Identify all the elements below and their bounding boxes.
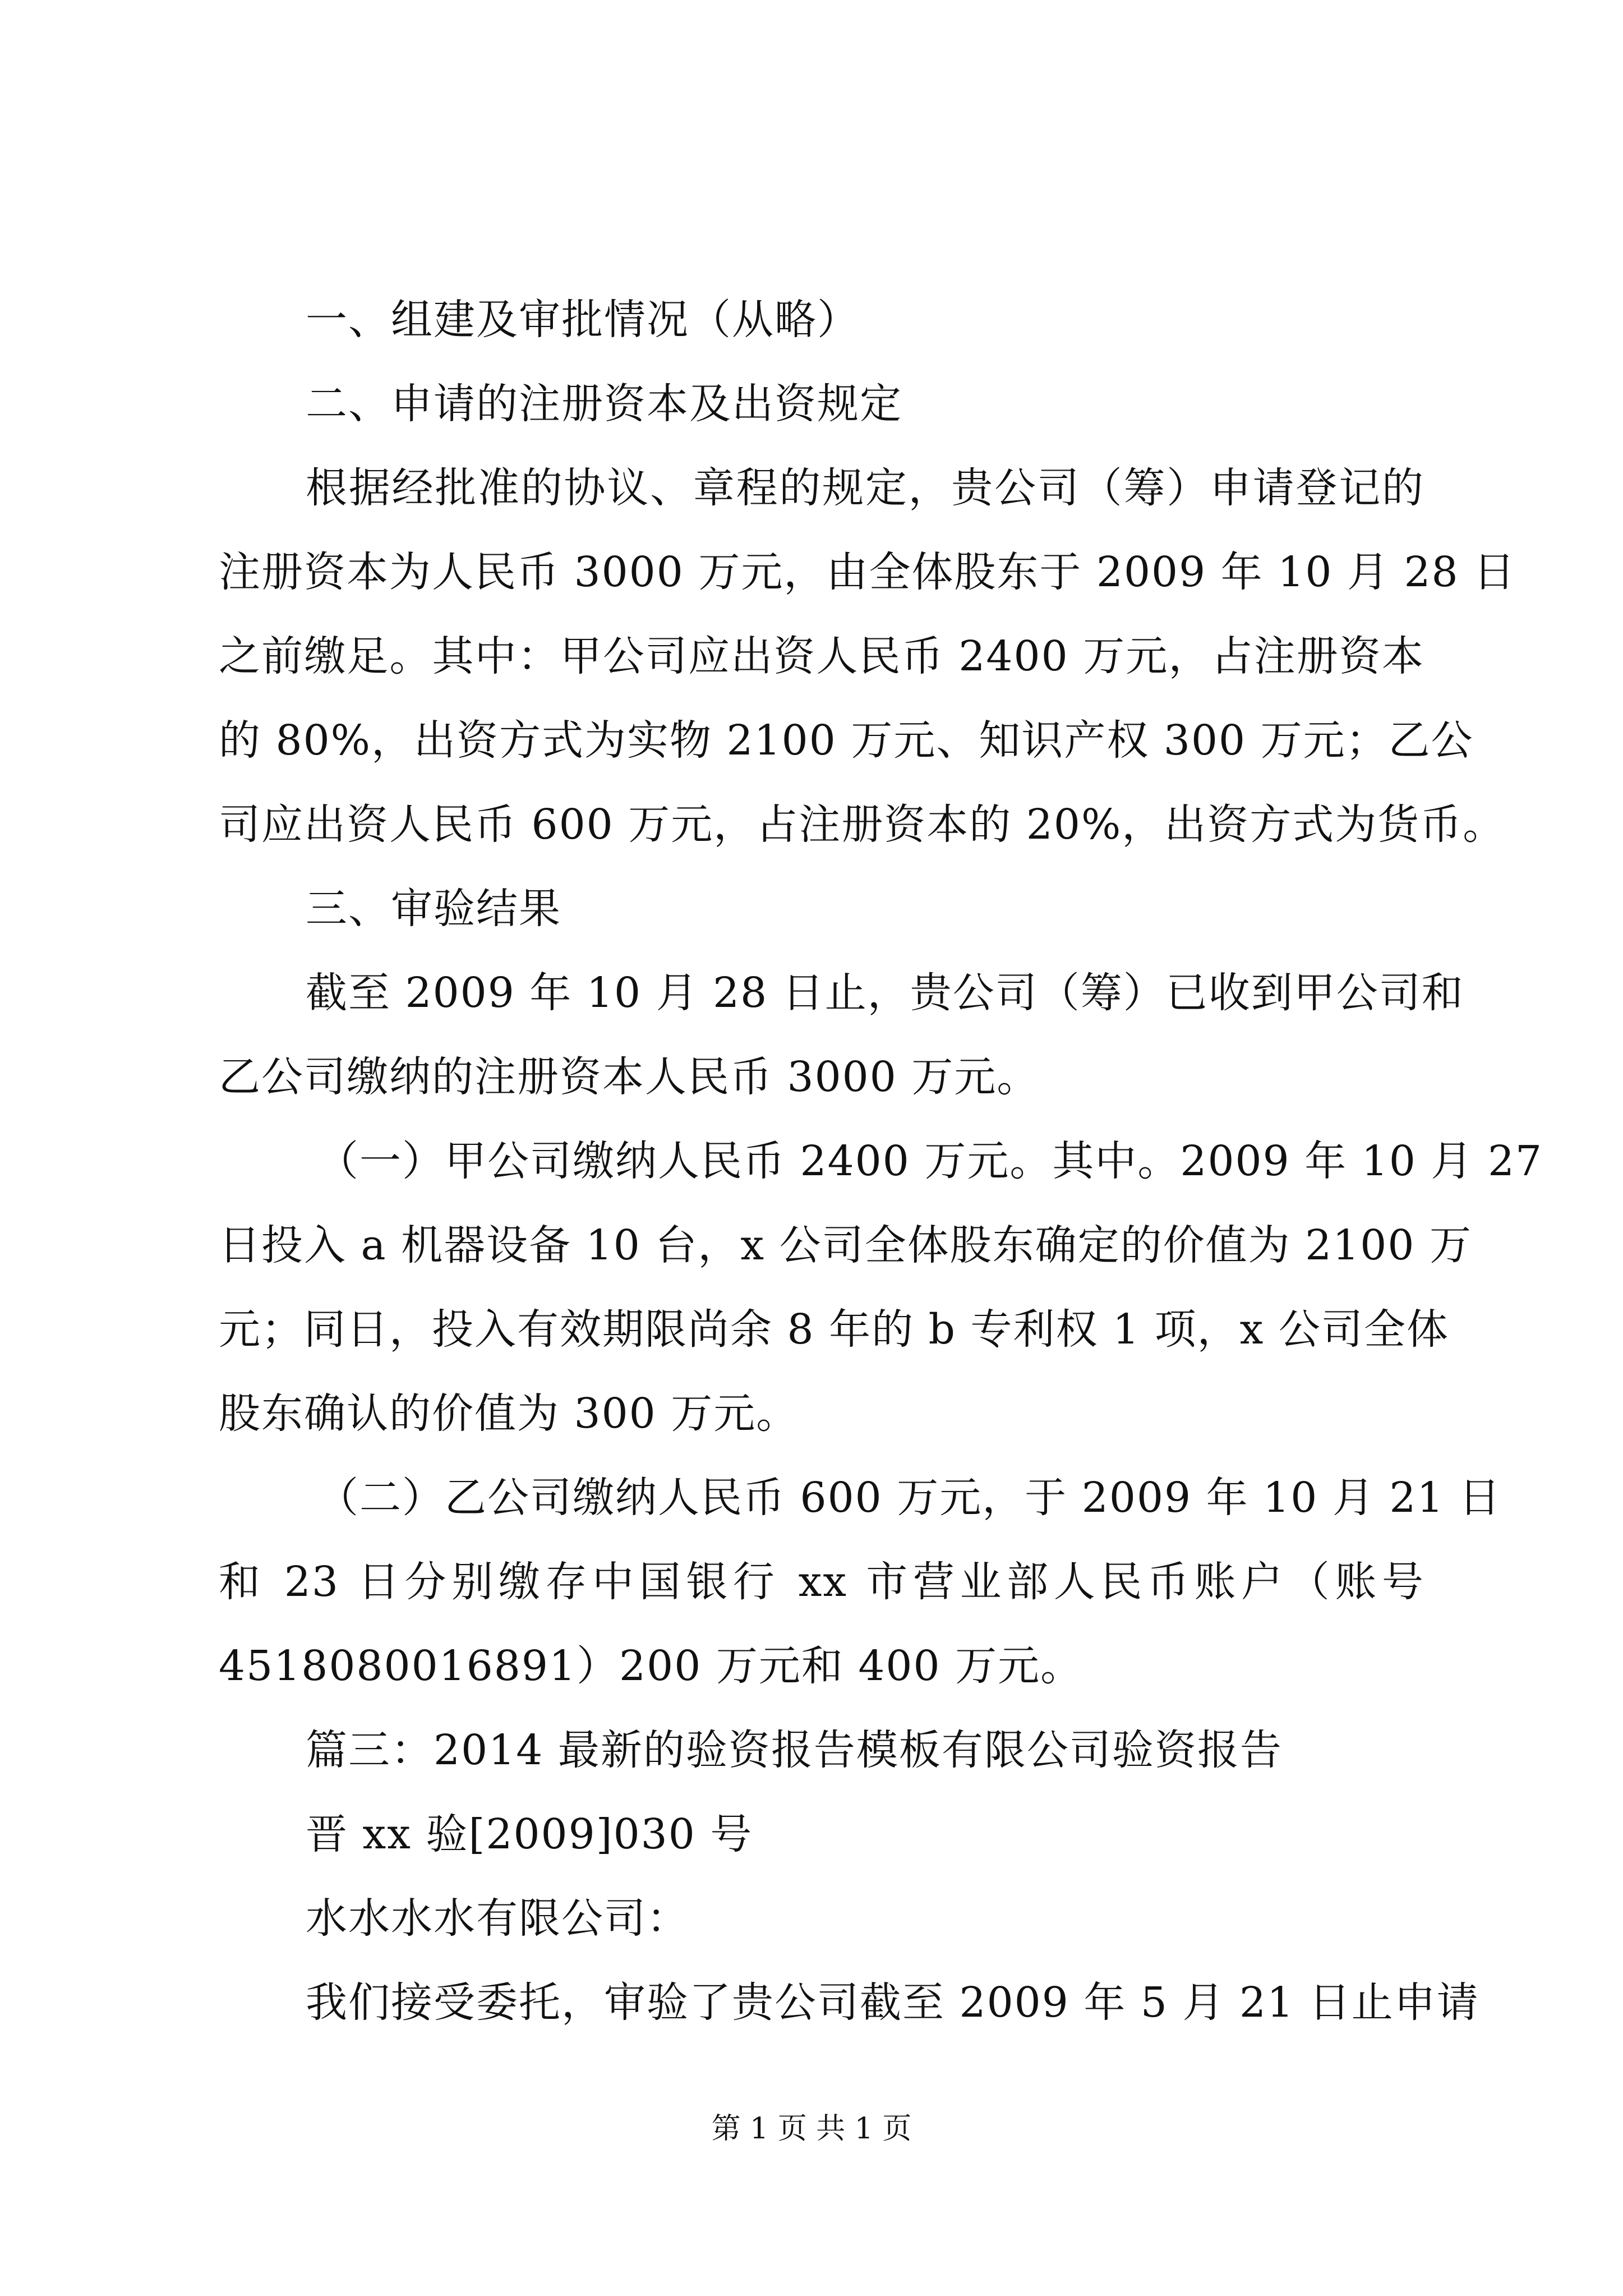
paragraph-line: 4518080016891）200 万元和 400 万元。 xyxy=(219,1642,1083,1690)
section-heading-3: 三、审验结果 xyxy=(306,885,561,933)
paragraph-line: 我们接受委托，审验了贵公司截至 2009 年 5 月 21 日止申请 xyxy=(306,1978,1479,2027)
paragraph-line: 根据经批准的协议、章程的规定，贵公司（筹）申请登记的 xyxy=(306,464,1424,512)
section-heading-1: 一、组建及审批情况（从略） xyxy=(306,296,860,344)
paragraph-line: 和 23 日分别缴存中国银行 xx 市营业部人民币账户（账号 xyxy=(219,1558,1424,1606)
page-footer: 第 1 页 共 1 页 xyxy=(711,2112,912,2146)
report-number: 晋 xx 验[2009]030 号 xyxy=(306,1810,753,1858)
paragraph-line: 乙公司缴纳的注册资本人民币 3000 万元。 xyxy=(219,1053,1040,1101)
section-heading-4: 篇三：2014 最新的验资报告模板有限公司验资报告 xyxy=(306,1726,1283,1774)
paragraph-line: 元；同日，投入有效期限尚余 8 年的 b 专利权 1 项，x 公司全体 xyxy=(219,1305,1449,1354)
paragraph-line: （一）甲公司缴纳人民币 2400 万元。其中。2009 年 10 月 27 xyxy=(317,1137,1543,1185)
paragraph-line: 之前缴足。其中：甲公司应出资人民币 2400 万元，占注册资本 xyxy=(219,632,1424,680)
addressee: 水水水水有限公司： xyxy=(306,1894,689,1943)
paragraph-line: （二）乙公司缴纳人民币 600 万元，于 2009 年 10 月 21 日 xyxy=(317,1474,1502,1522)
paragraph-line: 股东确认的价值为 300 万元。 xyxy=(219,1389,799,1438)
section-heading-2: 二、申请的注册资本及出资规定 xyxy=(306,380,902,428)
paragraph-line: 司应出资人民币 600 万元，占注册资本的 20%，出资方式为货币。 xyxy=(219,800,1506,849)
paragraph-line: 注册资本为人民币 3000 万元，由全体股东于 2009 年 10 月 28 日 xyxy=(219,548,1516,596)
paragraph-line: 日投入 a 机器设备 10 台，x 公司全体股东确定的价值为 2100 万 xyxy=(219,1221,1472,1269)
paragraph-line: 截至 2009 年 10 月 28 日止，贵公司（筹）已收到甲公司和 xyxy=(306,969,1464,1017)
paragraph-line: 的 80%，出资方式为实物 2100 万元、知识产权 300 万元；乙公 xyxy=(219,716,1474,765)
